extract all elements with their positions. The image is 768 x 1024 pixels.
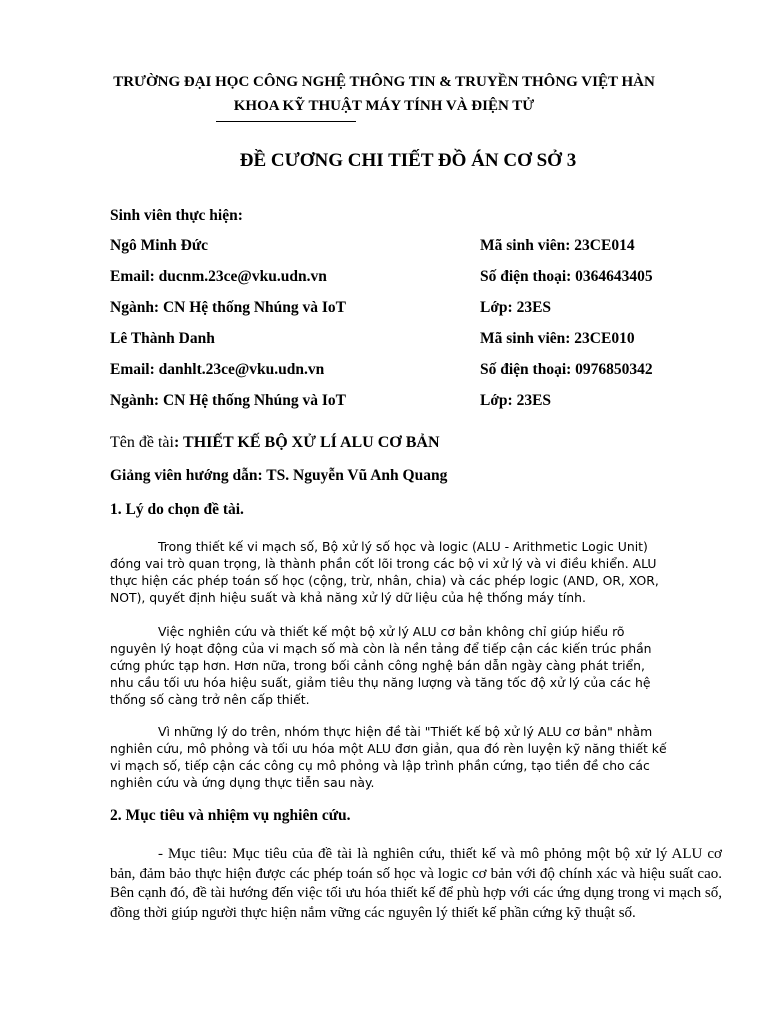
supervisor: Giảng viên hướng dẫn: TS. Nguyễn Vũ Anh Quang [110,467,448,484]
header-underline [216,121,356,122]
student-email: Email: ducnm.23ce@vku.udn.vn [110,268,327,285]
student-major: Ngành: CN Hệ thống Nhúng và IoT [110,299,346,316]
document-title: ĐỀ CƯƠNG CHI TIẾT ĐỒ ÁN CƠ SỞ 3 [239,150,577,171]
section-heading: 2. Mục tiêu và nhiệm vụ nghiên cứu. [110,807,351,824]
student-major: Ngành: CN Hệ thống Nhúng và IoT [110,392,346,409]
student-email: Email: danhlt.23ce@vku.udn.vn [110,361,325,378]
student-phone: Số điện thoại: 0976850342 [480,361,653,378]
topic-colon: : [173,434,184,451]
university-name: TRƯỜNG ĐẠI HỌC CÔNG NGHỆ THÔNG TIN & TRUYỀN THÔNG VIỆT HÀN [113,74,655,90]
section-heading: 1. Lý do chọn đề tài. [110,501,244,518]
faculty-name: KHOA KỸ THUẬT MÁY TÍNH VÀ ĐIỆN TỬ [233,98,535,114]
topic-value: THIẾT KẾ BỘ XỬ LÍ ALU CƠ BẢN [183,434,440,451]
students-label: Sinh viên thực hiện: [110,207,243,224]
paragraph: Trong thiết kế vi mạch số, Bộ xử lý số học và logic (ALU - Arithmetic Logic Unit) đóng vai trò quan trọng, là thành phần cốt lõi trong các bộ vi xử lý và vi điều khiển. ALU thực hiện các phép toán số học (cộng, trừ, nhân, chia) và các phép logic (AND, OR, XOR, NOT), quyết định hiệu suất và khả năng xử lý dữ liệu của hệ thống máy tính. [110,539,659,605]
student-phone: Số điện thoại: 0364643405 [480,268,653,285]
paragraph: Việc nghiên cứu và thiết kế một bộ xử lý ALU cơ bản không chỉ giúp hiểu rõ nguyên lý hoạt động của vi mạch số mà còn là nền tảng để tiếp cận các kiến trúc phần cứng phức tạp hơn. Hơn nữa, trong bối cảnh công nghệ bán dẫn ngày càng phát triển, nhu cầu tối ưu hóa hiệu suất, giảm tiêu thụ năng lượng và tăng tốc độ xử lý của các hệ thống số càng trở nên cấp thiết. [110,624,652,707]
student-name: Ngô Minh Đức [110,237,208,254]
student-class: Lớp: 23ES [480,299,552,316]
paragraph: - Mục tiêu: Mục tiêu của đề tài là nghiên cứu, thiết kế và mô phỏng một bộ xử lý ALU cơ bản, đảm bảo thực hiện được các phép toán số học và logic cơ bản với độ chính xác và hiệu suất cao. Bên cạnh đó, đề tài hướng đến việc tối ưu hóa thiết kế để phù hợp với các ứng dụng trong vi mạch số, đồng thời giúp người thực hiện nắm vững các nguyên lý thiết kế phần cứng kỹ thuật số. [110,846,722,921]
student-class: Lớp: 23ES [480,392,552,409]
topic-line [110,434,440,452]
paragraph: Vì những lý do trên, nhóm thực hiện đề tài "Thiết kế bộ xử lý ALU cơ bản" nhằm nghiên cứu, mô phỏng và tối ưu hóa một ALU đơn giản, qua đó rèn luyện kỹ năng thiết kế vi mạch số, tiếp cận các công cụ mô phỏng và lập trình phần cứng, tạo tiền đề cho các nghiên cứu và ứng dụng thực tiễn sau này. [110,724,667,790]
topic-label: Tên đề tài [110,434,174,451]
student-id: Mã sinh viên: 23CE010 [480,330,635,347]
student-name: Lê Thành Danh [110,330,215,347]
student-id: Mã sinh viên: 23CE014 [480,237,635,254]
